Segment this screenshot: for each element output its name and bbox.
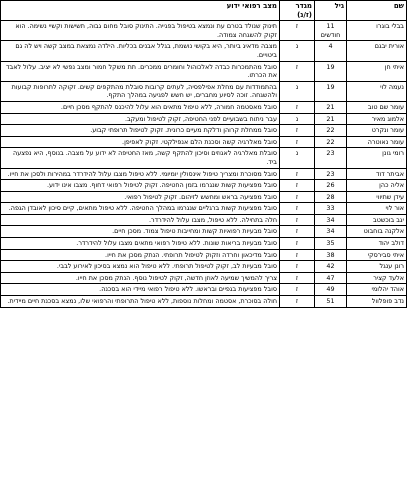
- cell-desc: סובל מבעיות רפואיות קשות ומחייבות טיפול צמוד. מסכן חיים.: [1, 226, 280, 238]
- table-row: [1, 148, 407, 168]
- cell-desc: צריך להמשיך שמיעה לאוזן חדשה, זקוק לטיפול נוסף. הנתק מסכן את חייו.: [1, 272, 280, 284]
- cell-name: איתי חן: [347, 61, 407, 81]
- cell-name: רומי גונן: [347, 148, 407, 168]
- cell-age: 51: [315, 296, 347, 308]
- table-row: [1, 238, 407, 250]
- cell-desc: סובל מבעיות לב, זקוק לטיפול תרופתי. ללא טיפול הוא נמצא בסיכון לאירוע לבבי.: [1, 261, 280, 273]
- table-row: [1, 136, 407, 148]
- cell-age: 35: [315, 238, 347, 250]
- table-row: [1, 180, 407, 192]
- cell-age: 22: [315, 136, 347, 148]
- cell-age: 4: [315, 41, 347, 61]
- cell-name: דולב יהוד: [347, 238, 407, 250]
- cell-name: בבלי בוגרו: [347, 21, 407, 41]
- cell-desc: סובל ממחלת קרוהן ודלקת מעיים כרונית. זקוק לטיפול תרופתי קבוע.: [1, 125, 280, 137]
- cell-age: 22: [315, 125, 347, 137]
- table-row: [1, 214, 407, 226]
- cell-name: אוהד יהלומי: [347, 284, 407, 296]
- cell-age: 34: [315, 226, 347, 238]
- cell-age: 34: [315, 214, 347, 226]
- cell-desc: סובלת מאלרגיה לאגוזים וסיכון להתקף קשה, מאז החטיפה לא ידוע על מצבה. בנוסף, היא נפצעה ביד.: [1, 148, 280, 168]
- cell-gender: ז: [280, 191, 315, 203]
- cell-age: 49: [315, 284, 347, 296]
- cell-desc: סובל מבעיות בריאות שונות. ללא טיפול רפואי מתאים מצבו עלול להידרדר.: [1, 238, 280, 250]
- cell-age: 23: [315, 168, 347, 180]
- cell-name: עומר נאוטרה: [347, 136, 407, 148]
- cell-gender: ז: [280, 168, 315, 180]
- cell-age: 33: [315, 203, 347, 215]
- cell-age: 38: [315, 249, 347, 261]
- table-row: [1, 81, 407, 101]
- cell-age: 19: [315, 61, 347, 81]
- cell-gender: ז: [280, 296, 315, 308]
- cell-desc: סובל מפציעה בראש ומחשש לזיהום. זקוק לטיפול רפואי.: [1, 191, 280, 203]
- cell-gender: נ: [280, 81, 315, 101]
- cell-gender: נ: [280, 41, 315, 61]
- cell-age: 47: [315, 272, 347, 284]
- cell-gender: ז: [280, 180, 315, 192]
- cell-desc: סובל מאסטמה חמורה, ללא טיפול מתאים הוא עלול להיכנס להתקף מסכן חיים.: [1, 101, 280, 113]
- table-row: [1, 61, 407, 81]
- cell-desc: חלה בתחילה. ללא טיפול, מצבו עלול להידרדר.: [1, 214, 280, 226]
- cell-gender: נ: [280, 113, 315, 125]
- table-row: [1, 168, 407, 180]
- cell-gender: ז: [280, 249, 315, 261]
- cell-gender: נ: [280, 148, 315, 168]
- cell-desc: סובל מפציעות קשות שנגרמו בזמן החטיפה. זקוק לטיפול רפואי דחוף. מצבו אינו ידוע.: [1, 180, 280, 192]
- cell-desc: סובל מהתמכרות כבדה לאלכוהול וחומרים ממכרים. תת משקל חמור ומצב נפשי לא יציב. עלול לאבד את הכרתו.: [1, 61, 280, 81]
- cell-name: אביתר דוד: [347, 168, 407, 180]
- cell-gender: ז: [280, 125, 315, 137]
- table-row: [1, 41, 407, 61]
- cell-name: עומר שם טוב: [347, 101, 407, 113]
- cell-age: 26: [315, 180, 347, 192]
- cell-name: אלקנה בוחבוט: [347, 226, 407, 238]
- cell-name: עומר ונקרט: [347, 125, 407, 137]
- table-row: [1, 21, 407, 41]
- table-row: [1, 113, 407, 125]
- cell-gender: ז: [280, 226, 315, 238]
- cell-desc: מצבה מדאיג ביותר, היא בקושי נושמת, בגלל אבנים בכליות. הילדה נמצאת במצב קשה ויש לה גם ביטויים.: [1, 41, 280, 61]
- cell-name: רונן ענגל: [347, 261, 407, 273]
- cell-age: 11 חודשים: [315, 21, 347, 41]
- cell-desc: סובל מפציעות בגפיים ובראשו. ללא טיפול רפואי מיידי הוא בסכנה.: [1, 284, 280, 296]
- cell-gender: ז: [280, 101, 315, 113]
- table-row: [1, 249, 407, 261]
- table-row: [1, 261, 407, 273]
- cell-name: נעמה לוי: [347, 81, 407, 101]
- cell-name: נדב פופלוול: [347, 296, 407, 308]
- table-row: [1, 203, 407, 215]
- cell-desc: בהתמודדות עם מחלת אפילפסיה, לעתים קרובות סובלת מהתקפים קשים. זקוקה לתרופות קבועות ולהשגחה. זוכה לסיוע מחברים, יש חשש לפגיעה במהלך התקף.: [1, 81, 280, 101]
- cell-name: אליה כהן: [347, 180, 407, 192]
- table-row: [1, 125, 407, 137]
- cell-gender: ז: [280, 261, 315, 273]
- cell-desc: עבר ניתוח בשבועיים לפני החטיפה, זקוק לטיפול ומעקב.: [1, 113, 280, 125]
- cell-gender: ז: [280, 136, 315, 148]
- table-row: [1, 284, 407, 296]
- cell-desc: סובל מפציעות קשות ברגליים שנגרמו במהלך החטיפה. ללא טיפול מתאים, קיים סיכון לאובדן הגפה.: [1, 203, 280, 215]
- cell-desc: חולה בסוכרת, אסטמה ומחלות נוספות, ללא טיפול התרופתי והרפואי שלו, נמצא בסכנת חיים מיידית.: [1, 296, 280, 308]
- cell-gender: ז: [280, 61, 315, 81]
- cell-name: יגב בוכשטב: [347, 214, 407, 226]
- table-row: [1, 101, 407, 113]
- header-desc: מצב רפואי ידוע: [1, 1, 280, 21]
- cell-age: 21: [315, 113, 347, 125]
- cell-desc: סובל מסוכרת ומצריך טיפול אינסולין יומיומי. ללא טיפול מצבו עלול להידרדר במהירות ולסכן את חייו.: [1, 168, 280, 180]
- table-header-row: [1, 1, 407, 21]
- cell-age: 42: [315, 261, 347, 273]
- table-row: [1, 191, 407, 203]
- cell-age: 28: [315, 191, 347, 203]
- cell-desc: תינוק שנולד בטרם עת ונמצא בטיפול בפגייה. התינוק סובל מחום גבוה, תשישות וקשיי נשימה. הוא זקוק להשגחה צמודה.: [1, 21, 280, 41]
- cell-gender: ז: [280, 21, 315, 41]
- cell-name: אלעד קציר: [347, 272, 407, 284]
- cell-age: 21: [315, 101, 347, 113]
- cell-age: 19: [315, 81, 347, 101]
- cell-name: איתי סבירסקי: [347, 249, 407, 261]
- header-age: גיל: [315, 1, 347, 21]
- cell-gender: ז: [280, 214, 315, 226]
- cell-gender: ז: [280, 238, 315, 250]
- header-name: שם: [347, 1, 407, 21]
- table-row: [1, 226, 407, 238]
- cell-gender: ז: [280, 203, 315, 215]
- table-body: [1, 21, 407, 307]
- cell-desc: סובל מאלרגיה קשה וסכנת הלם אנפילקטי. זקוק לאפיפן.: [1, 136, 280, 148]
- cell-desc: סובל מדיכאון וחרדה וזקוק לטיפול תרופתי. הנתק מסכן את חייו.: [1, 249, 280, 261]
- cell-name: אורית יבגם: [347, 41, 407, 61]
- table-row: [1, 272, 407, 284]
- header-gender: מגדר (ז/נ): [280, 1, 315, 21]
- cell-name: אלמוג מאיר: [347, 113, 407, 125]
- cell-gender: ז: [280, 284, 315, 296]
- cell-name: אור לוי: [347, 203, 407, 215]
- cell-gender: ז: [280, 272, 315, 284]
- table-row: [1, 296, 407, 308]
- cell-name: עידן שתיווי: [347, 191, 407, 203]
- cell-age: 23: [315, 148, 347, 168]
